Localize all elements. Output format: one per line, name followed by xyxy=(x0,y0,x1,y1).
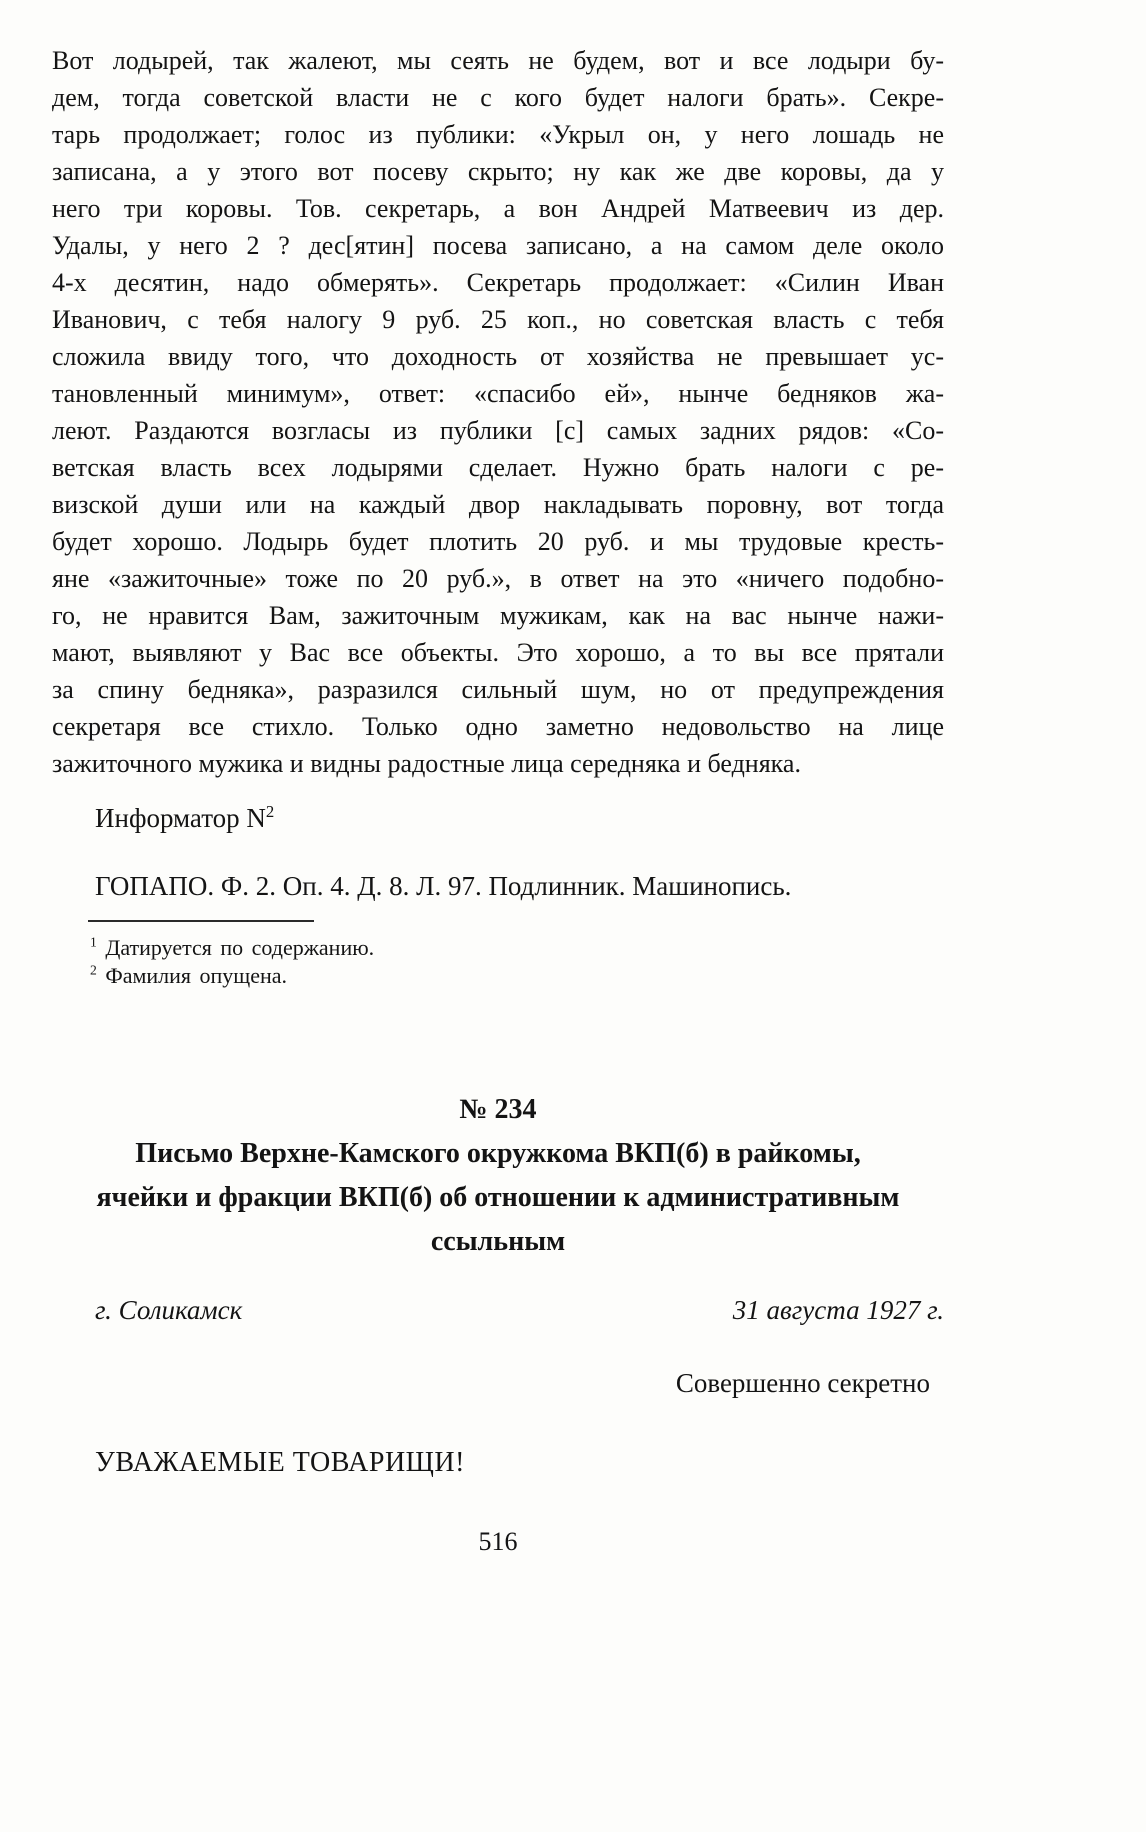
body-line: Иванович, с тебя налогу 9 руб. 25 коп., но советская власть с тебя xyxy=(52,305,944,334)
document-title xyxy=(52,1132,944,1264)
body-line: яне «зажиточные» тоже по 20 руб.», в ответ на это «ничего подобно- xyxy=(52,564,944,593)
body-line: за спину бедняка», разразился сильный шум, но от предупреждения xyxy=(52,675,944,704)
informant-signature-text: Информатор N xyxy=(95,803,266,833)
document-number: № 234 xyxy=(459,1094,537,1125)
body-line: дем, тогда советской власти не с кого будет налоги брать». Секре- xyxy=(52,83,944,112)
footnotes-block xyxy=(52,934,944,990)
document-234-header xyxy=(52,1090,944,1481)
body-line: него три коровы. Тов. секретарь, а вон Андрей Матвеевич из дер. xyxy=(52,194,944,223)
page-content xyxy=(52,0,944,1559)
body-line: сложила ввиду того, что доходность от хозяйства не превышает ус- xyxy=(52,342,944,371)
body-line: 4-х десятин, надо обмерять». Секретарь продолжает: «Силин Иван xyxy=(52,268,944,297)
body-line: Вот лодырей, так жалеют, мы сеять не будем, вот и все лодыри бу- xyxy=(52,46,944,75)
footnote-reference-2: 2 xyxy=(265,802,275,821)
body-line: Удалы, у него 2 ? дес[ятин] посева записано, а на самом деле около xyxy=(52,231,944,260)
document-date: 31 августа 1927 г. xyxy=(732,1295,944,1325)
document-title-line: Письмо Верхне-Камского окружкома ВКП(б) в райкомы, xyxy=(135,1138,861,1169)
document-body-paragraph xyxy=(52,42,944,782)
body-line: мают, выявляют у Вас все объекты. Это хорошо, а то вы все прятали xyxy=(52,638,944,667)
footnote-text: Датируется по содержанию. xyxy=(105,935,375,960)
footnote-marker: 2 xyxy=(90,962,97,978)
body-line: тарь продолжает; голос из публики: «Укрыл он, у него лошадь не xyxy=(52,120,944,149)
footnote-text: Фамилия опущена. xyxy=(105,963,288,988)
document-place: г. Соликамск xyxy=(95,1295,243,1325)
body-line: секретаря все стихло. Только одно заметно недовольство на лице xyxy=(52,712,944,741)
body-line: ветская власть всех лодырями сделает. Нужно брать налоги с ре- xyxy=(52,453,944,482)
page-number: 516 xyxy=(478,1527,518,1556)
footnote-marker: 1 xyxy=(90,934,97,950)
body-line: го, не нравится Вам, зажиточным мужикам, как на вас нынче нажи- xyxy=(52,601,944,630)
salutation: УВАЖАЕМЫЕ ТОВАРИЩИ! xyxy=(95,1447,465,1478)
body-line: визской души или на каждый двор накладывать поровну, вот тогда xyxy=(52,490,944,519)
body-line: тановленный минимум», ответ: «спасибо ей», нынче бедняков жа- xyxy=(52,379,944,408)
document-233-continuation xyxy=(52,42,944,990)
footnote-item xyxy=(90,934,944,962)
archive-reference: ГОПАПО. Ф. 2. Оп. 4. Д. 8. Л. 97. Подлинник. Машинопись. xyxy=(95,871,792,901)
body-line: будет хорошо. Лодырь будет плотить 20 руб. и мы трудовые кресть- xyxy=(52,527,944,556)
classification-stamp: Совершенно секретно xyxy=(675,1368,930,1398)
document-title-line: ссыльным xyxy=(430,1226,566,1257)
body-line: записана, а у этого вот посеву скрыто; ну как же две коровы, да у xyxy=(52,157,944,186)
body-line: леют. Раздаются возгласы из публики [с] самых задних рядов: «Со- xyxy=(52,416,944,445)
body-line: зажиточного мужика и видны радостные лица середняка и бедняка. xyxy=(52,749,801,778)
page-footer xyxy=(52,1525,944,1559)
footnote-item xyxy=(90,962,944,990)
informant-signature xyxy=(52,800,944,837)
footnote-separator xyxy=(88,920,314,922)
document-title-line: ячейки и фракции ВКП(б) об отношении к административным xyxy=(96,1182,900,1213)
dateline xyxy=(52,1292,944,1329)
